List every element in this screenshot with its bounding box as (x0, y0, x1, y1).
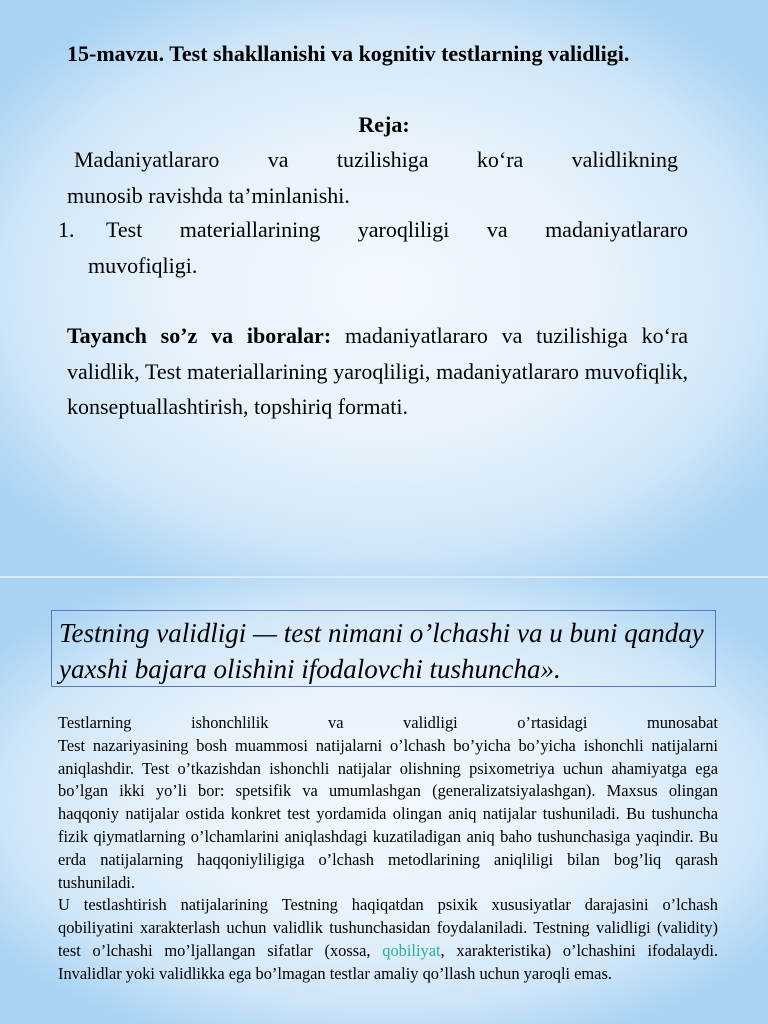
plan-item-1-text: Test materiallarining yaroqliligi va madaniyatlararo (106, 217, 688, 242)
qobiliyat-link[interactable]: qobiliyat (382, 940, 441, 960)
paragraph-1-body: Test nazariyasining bosh muammosi natijalarni o’lchash bo’yicha bo’yicha ishonchli natijalarni aniqlashdir. Test o’tkazishdan ishonchli natijalar olishning psixometriya uchun ahamiyatga ega bo’lgan ikki yo’li bor: spetsifik va umumlashgan (generalizatsiyalashgan). Maxsus olingan haqqoniy natijalar ostida konkret test yordamida olingan aniq natijalar tushuniladi. Bu tushuncha fizik qiymatlarning o’lchamlarini aniqlashdagi kuzatiladigan aniq baho tushunchasiga yaqindir. Bu erda natijalarning haqqoniyliligiga o’lchash metodlarining aniqliligi bilan bog’liq qarash tushuniladi. (58, 735, 718, 892)
keywords-label: Tayanch so’z va iboralar: (67, 323, 332, 348)
paragraph-2 (58, 894, 718, 985)
lesson-title: 15-mavzu. Test shakllanishi va kognitiv testlarning validligi. (67, 41, 630, 66)
slide-2 (0, 578, 768, 1024)
plan-heading: Reja: (358, 112, 410, 137)
plan-item-0-line-1: Madaniyatlararo va tuzilishiga ko‘ra validlikning (74, 147, 678, 172)
paragraph-2-text-b: , xarakteristika) o’lchashini ifodalaydi. Invalidlar yoki validlikka ega bo’lmagan testlar amaliy qo’llash uchun yaroqli emas. (58, 940, 718, 983)
definition-box: Testning validligi — test nimani o’lchashi va u buni qanday yaxshi bajara olishini ifodalovchi tushuncha». (51, 610, 716, 687)
plan-item-1-line-1 (58, 212, 688, 248)
keywords-paragraph (67, 318, 688, 425)
body-text (58, 712, 718, 986)
plan-item-1-line-2: muvofiqligi. (88, 252, 198, 278)
plan-item-1-number: 1. (58, 217, 75, 242)
paragraph-2-text-a: U testlashtirish natijalarining Testning haqiqatdan psixik xususiyatlar darajasini o’lchash qobiliyatini xarakterlash uchun validlik tushunchasidan foydalaniladi. Testning validligi (validity) test o’lchashi mo’ljallangan sifatlar (xossa, (58, 895, 718, 960)
paragraph-1-heading: Testlarning ishonchlilik va validligi o’rtasidagi munosabat (58, 713, 718, 732)
plan-item-1 (58, 212, 688, 283)
plan-item-0-line-2: munosib ravishda ta’minlanishi. (67, 182, 350, 208)
keywords-text: madaniyatlararo va tuzilishiga ko‘ra validlik, Test materiallarining yaroqliligi, madaniyatlararo muvofiqlik, konseptuallashtirish, topshiriq formati. (67, 323, 689, 419)
plan-item-0 (67, 142, 678, 213)
